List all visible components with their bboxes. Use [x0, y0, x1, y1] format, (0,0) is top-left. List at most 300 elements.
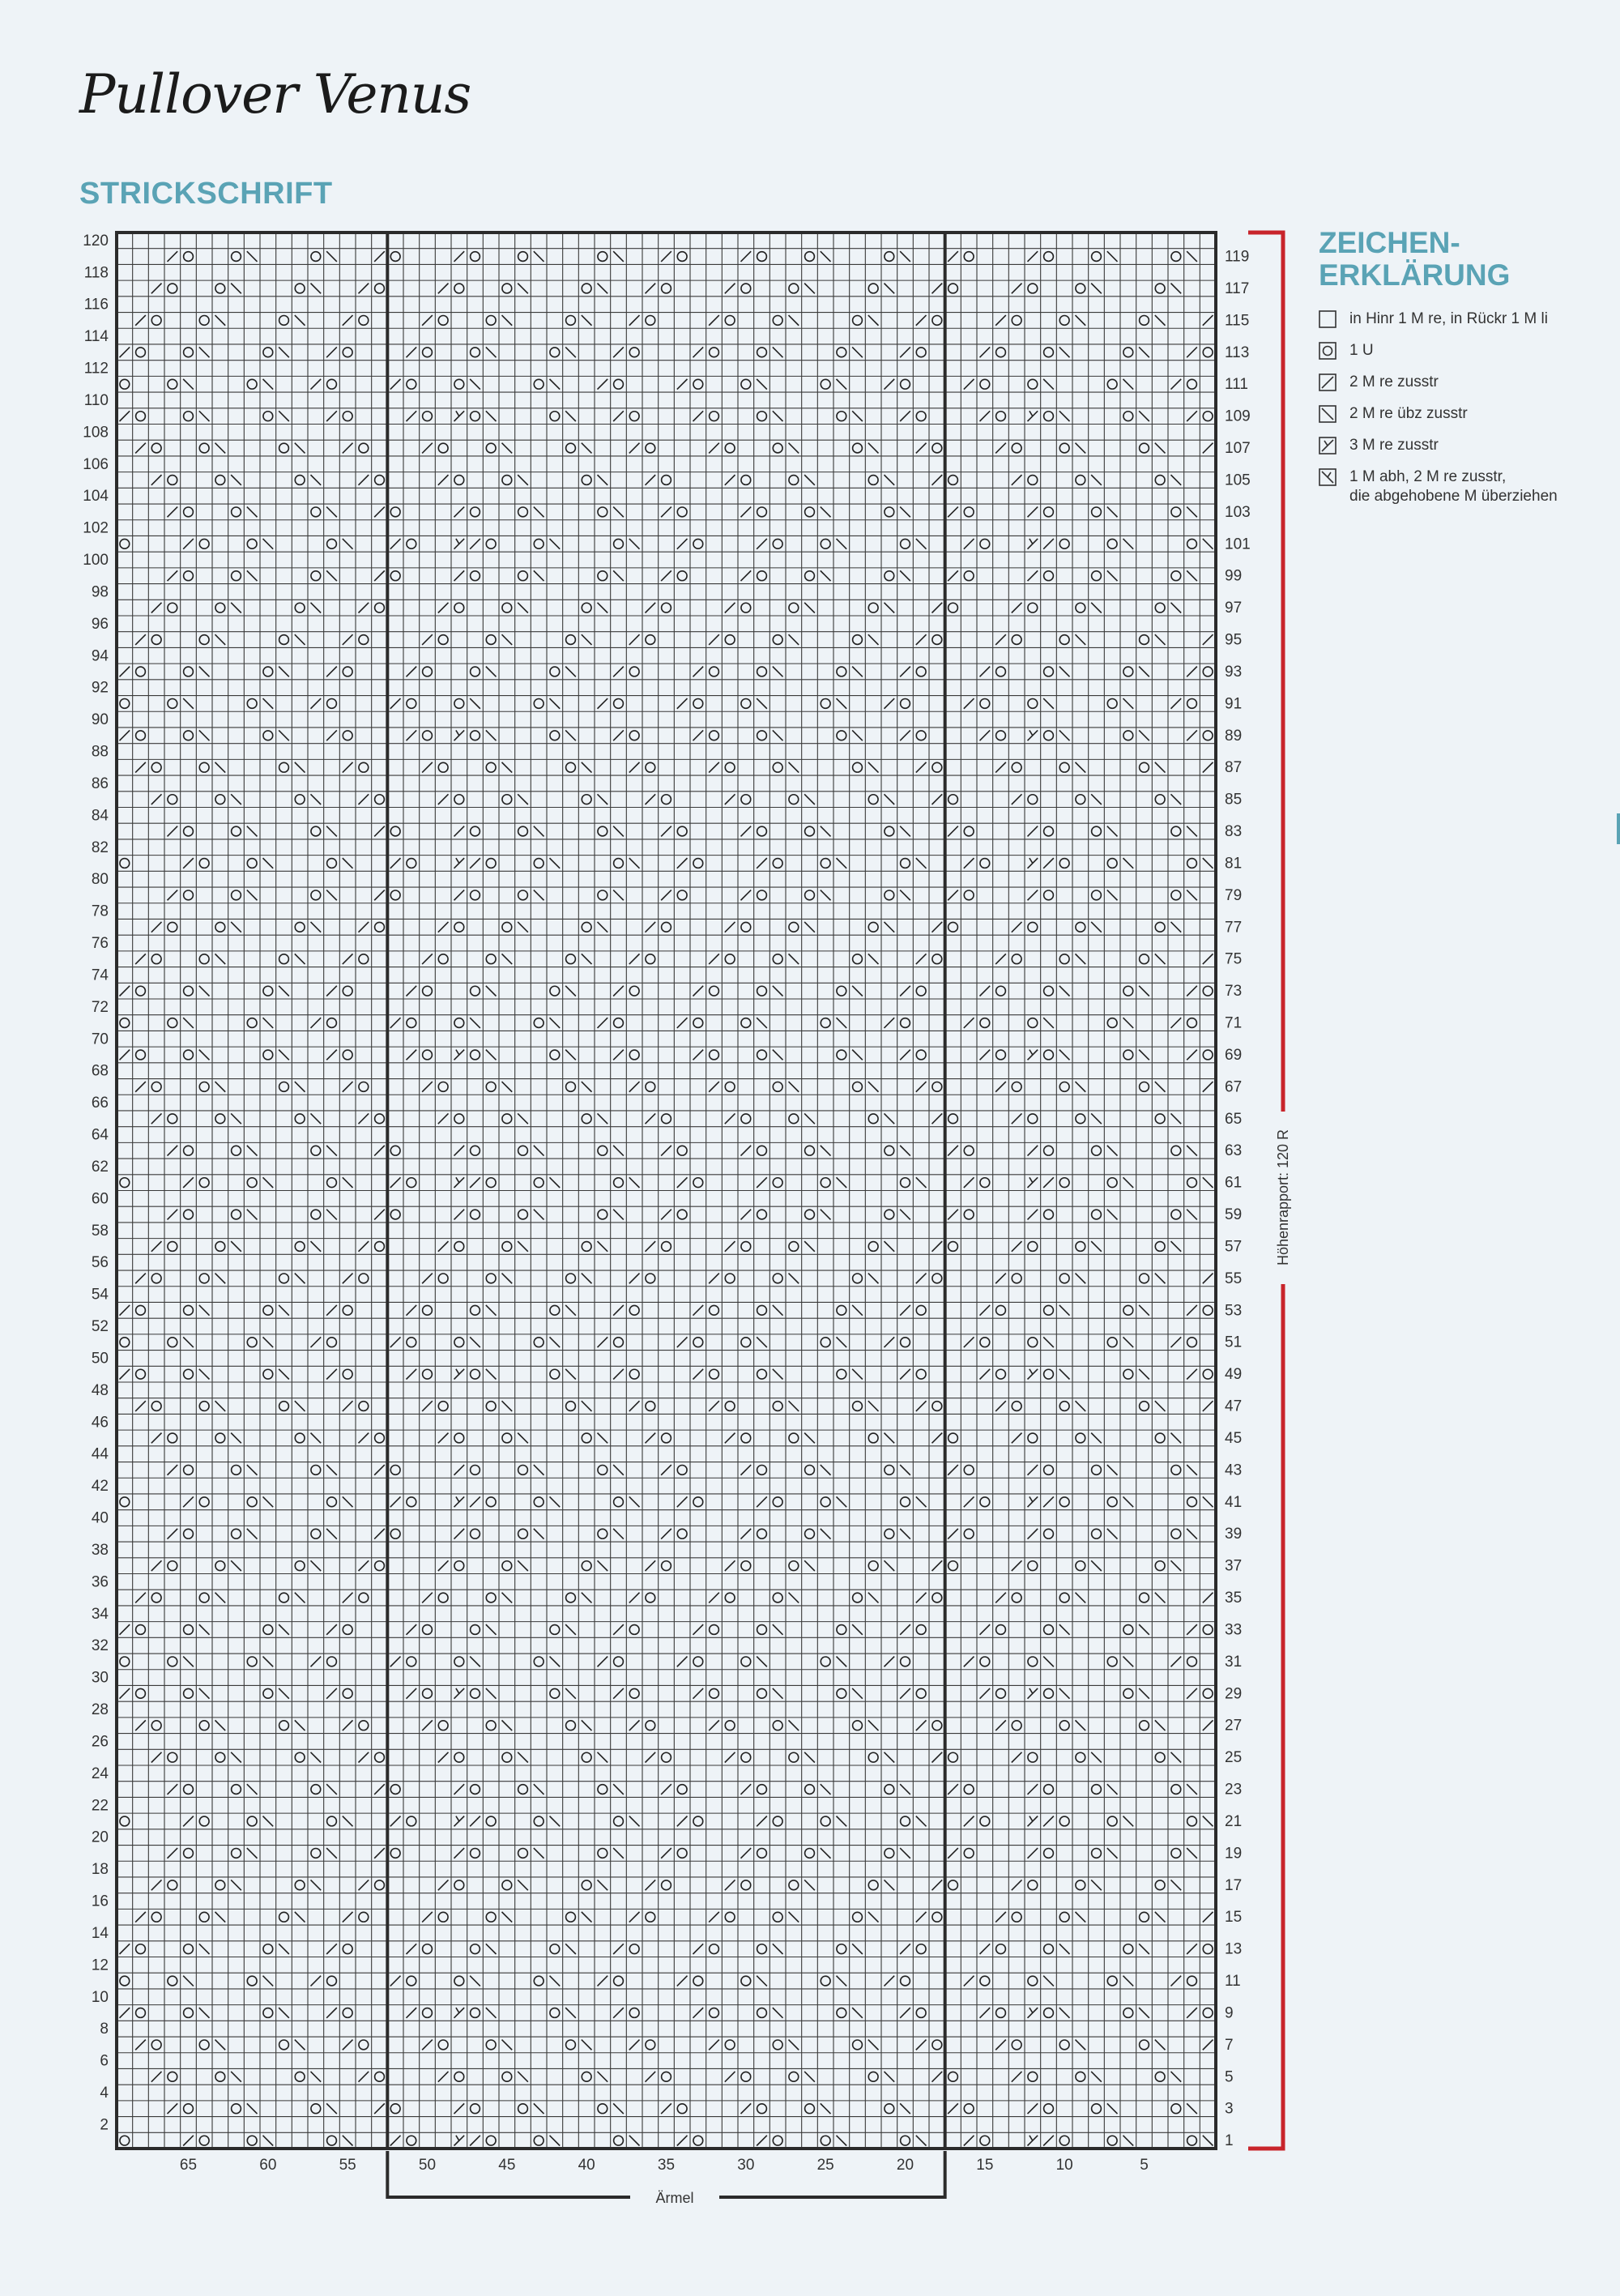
ssk-mark	[295, 1401, 305, 1411]
ssk-mark	[502, 443, 513, 454]
yarn-over-mark	[980, 1976, 990, 1986]
yarn-over-mark	[1140, 954, 1149, 964]
ssk-mark	[916, 1177, 927, 1188]
yarn-over-mark	[1059, 1912, 1069, 1922]
yarn-over-mark	[598, 2104, 608, 2114]
ssk-mark	[279, 1624, 289, 1635]
k2tog-mark	[932, 1880, 943, 1890]
ssk-mark	[773, 1050, 783, 1061]
yarn-over-mark	[614, 1976, 624, 1986]
yarn-over-mark	[184, 1785, 194, 1795]
yarn-over-mark	[407, 1657, 416, 1667]
yarn-over-mark	[725, 443, 735, 453]
yarn-over-mark	[805, 571, 815, 581]
yarn-over-mark	[1203, 1369, 1213, 1379]
yarn-over-mark	[582, 476, 591, 485]
yarn-over-mark	[438, 1402, 448, 1411]
k2tog-mark	[438, 1241, 449, 1252]
ssk-mark	[263, 858, 274, 868]
yarn-over-mark	[184, 1305, 194, 1315]
ssk-mark	[565, 1944, 576, 1954]
k2tog-mark	[932, 603, 943, 613]
yarn-over-mark	[566, 1593, 576, 1603]
ssk-mark	[247, 1146, 258, 1156]
ssk-mark	[470, 379, 480, 390]
yarn-over-mark	[327, 1018, 337, 1028]
k2tog-mark	[343, 762, 353, 773]
ssk-mark	[311, 1560, 322, 1571]
yarn-over-mark	[295, 1880, 305, 1890]
yarn-over-mark	[486, 1082, 496, 1091]
ssk-mark	[534, 2103, 544, 2114]
k2tog-mark	[980, 1944, 991, 1954]
k2tog-mark	[598, 1337, 608, 1347]
ssk-mark	[1139, 1369, 1149, 1380]
ssk-mark	[789, 2040, 799, 2051]
ssk-mark	[534, 570, 544, 581]
k2tog-mark	[359, 1752, 369, 1763]
yarn-over-mark	[741, 1433, 751, 1443]
k2tog-mark	[725, 1880, 735, 1890]
row-label: 1	[1225, 2132, 1234, 2150]
ssk-mark	[1091, 284, 1102, 294]
ssk-mark	[1059, 667, 1070, 677]
ssk-mark	[837, 1018, 847, 1028]
yarn-over-mark	[996, 1688, 1006, 1698]
yarn-over-mark	[1092, 1465, 1102, 1474]
ssk-mark	[885, 2072, 895, 2082]
yarn-over-mark	[327, 2136, 337, 2145]
ssk-mark	[773, 2008, 783, 2018]
yarn-over-mark	[646, 443, 655, 453]
yarn-over-mark	[184, 1688, 194, 1698]
ssk-mark	[1187, 251, 1197, 262]
yarn-over-mark	[757, 507, 767, 517]
k2tog-mark	[151, 794, 162, 804]
yarn-over-mark	[757, 571, 767, 581]
yarn-over-mark	[1044, 1210, 1054, 1219]
yarn-over-mark	[821, 1976, 830, 1986]
k2tog-mark	[932, 922, 943, 932]
ssk-mark	[1171, 1880, 1182, 1890]
yarn-over-mark	[885, 1465, 894, 1474]
k2tog-mark	[677, 1337, 688, 1347]
yarn-over-mark	[949, 1561, 958, 1571]
k2tog-mark	[1171, 1976, 1182, 1987]
ssk-mark	[789, 1274, 799, 1284]
yarn-over-mark	[949, 284, 958, 293]
yarn-over-mark	[1092, 507, 1102, 517]
yarn-over-icon	[1319, 342, 1336, 360]
yarn-over-mark	[773, 1912, 782, 1922]
yarn-over-mark	[916, 986, 926, 996]
yarn-over-mark	[1059, 1178, 1069, 1188]
yarn-over-mark	[295, 1114, 305, 1124]
ssk-mark	[1203, 539, 1213, 549]
k2tog-mark	[995, 1274, 1006, 1284]
yarn-over-mark	[773, 1497, 782, 1507]
yarn-over-mark	[184, 1146, 194, 1155]
ssk-mark	[183, 698, 194, 709]
yarn-over-mark	[120, 1657, 130, 1667]
yarn-over-mark	[1187, 1018, 1197, 1028]
ssk-mark	[868, 954, 879, 964]
yarn-over-mark	[693, 1976, 703, 1986]
k2tog-mark	[709, 443, 719, 454]
k2tog-mark	[438, 794, 449, 804]
yarn-over-mark	[916, 2008, 926, 2018]
yarn-over-mark	[502, 1752, 512, 1762]
k2tog-mark	[964, 1976, 974, 1987]
ssk-mark	[1171, 284, 1182, 294]
k3tog-mark-stem	[1030, 1496, 1033, 1501]
yarn-over-mark	[868, 2072, 878, 2081]
ssk-mark	[837, 1976, 847, 1987]
yarn-over-mark	[471, 1848, 480, 1858]
yarn-over-mark	[646, 315, 655, 325]
k2tog-mark	[757, 1177, 767, 1188]
yarn-over-mark	[693, 1657, 703, 1667]
k2tog-mark	[661, 507, 671, 518]
k2tog-mark	[1187, 1688, 1197, 1699]
k2tog-mark	[964, 2136, 974, 2146]
yarn-over-mark	[375, 1880, 385, 1890]
k2tog-mark	[677, 698, 688, 709]
yarn-over-mark	[471, 252, 480, 262]
k3tog-mark-stem	[1030, 1369, 1033, 1374]
ssk-mark	[279, 1944, 289, 1954]
ssk-mark	[565, 1624, 576, 1635]
yarn-over-mark	[486, 443, 496, 453]
k2tog-mark	[343, 634, 353, 645]
yarn-over-mark	[757, 890, 767, 900]
k2tog-mark	[168, 1146, 178, 1156]
yarn-over-mark	[693, 1338, 703, 1347]
ssk-mark	[231, 922, 241, 932]
k2tog-mark	[885, 1657, 895, 1667]
yarn-over-mark	[582, 1433, 591, 1443]
ssk-mark	[1155, 2040, 1166, 2051]
k2tog-mark	[598, 379, 608, 390]
yarn-over-mark	[662, 1880, 671, 1890]
yarn-over-mark	[168, 476, 177, 485]
yarn-over-mark	[1171, 890, 1181, 900]
k2tog-mark	[885, 1337, 895, 1347]
ssk-mark	[247, 1784, 258, 1795]
yarn-over-mark	[789, 1114, 799, 1124]
k2tog-mark	[470, 539, 480, 549]
yarn-over-mark	[232, 507, 241, 517]
yarn-over-mark	[837, 667, 846, 676]
k2tog-mark	[390, 858, 401, 868]
k2tog-mark	[438, 1560, 449, 1571]
ssk-mark	[565, 2008, 576, 2018]
row-label: 11	[1225, 1973, 1241, 1991]
row-label: 35	[1225, 1590, 1243, 1607]
k3tog-mark-stem	[1030, 1177, 1033, 1182]
k2tog-mark	[422, 634, 433, 645]
ssk-mark	[868, 1912, 879, 1923]
k2tog-mark	[677, 1976, 688, 1987]
legend-item-k2tog	[1319, 373, 1594, 392]
yarn-over-mark	[598, 1785, 608, 1795]
yarn-over-mark	[582, 1752, 591, 1762]
k2tog-mark	[135, 634, 146, 645]
yarn-over-mark	[471, 1146, 480, 1155]
k2tog-mark	[964, 1657, 974, 1667]
yarn-over-mark	[199, 1274, 209, 1283]
yarn-over-mark	[263, 667, 273, 676]
k2tog-mark	[980, 1050, 991, 1061]
yarn-over-mark	[502, 795, 512, 804]
k2tog-mark	[390, 379, 401, 390]
k2tog-mark	[995, 1720, 1006, 1731]
ssk-mark	[534, 1529, 544, 1539]
ssk-mark	[199, 2008, 210, 2018]
yarn-over-mark	[677, 890, 687, 900]
k2tog-mark	[311, 698, 322, 709]
yarn-over-mark	[359, 1274, 369, 1283]
ssk-mark	[550, 1816, 561, 1827]
row-label: 33	[1225, 1621, 1243, 1639]
ssk-mark	[565, 347, 576, 357]
ssk-mark	[852, 1688, 863, 1699]
yarn-over-mark	[980, 859, 990, 868]
yarn-over-mark	[375, 284, 385, 293]
ssk-mark	[326, 1210, 337, 1220]
k2tog-mark	[326, 1688, 337, 1699]
row-label: 58	[91, 1222, 109, 1240]
yarn-over-mark	[789, 1433, 799, 1443]
k3tog-mark-stem	[1030, 2136, 1033, 2140]
yarn-over-mark	[486, 2136, 496, 2145]
yarn-over-mark	[534, 859, 544, 868]
ssk-mark	[789, 634, 799, 645]
k2tog-mark	[343, 1401, 353, 1411]
yarn-over-mark	[821, 698, 830, 708]
ssk-mark	[821, 1529, 831, 1539]
ssk-mark	[757, 1976, 767, 1987]
ssk-mark	[534, 1465, 544, 1475]
k2tog-mark	[120, 986, 130, 996]
yarn-over-mark	[1012, 635, 1021, 645]
yarn-over-mark	[311, 1210, 321, 1219]
yarn-over-mark	[471, 1305, 480, 1315]
yarn-over-mark	[1012, 315, 1021, 325]
yarn-over-mark	[1059, 1082, 1069, 1091]
height-repeat-bracket	[1248, 233, 1291, 2149]
yarn-over-mark	[677, 1785, 687, 1795]
row-label: 34	[91, 1605, 109, 1623]
k2tog-mark	[629, 1082, 640, 1092]
stitch-label: 35	[657, 2157, 676, 2174]
left-row-labels	[83, 233, 109, 2134]
ssk-mark	[231, 284, 241, 294]
k2tog-mark	[1203, 634, 1213, 645]
ssk-mark	[1187, 1784, 1197, 1795]
yarn-over-mark	[518, 1465, 528, 1474]
ssk-mark	[1059, 1050, 1070, 1061]
page-edge-marker	[1617, 813, 1620, 844]
yarn-over-mark	[136, 1050, 146, 1060]
yarn-over-mark	[614, 1497, 624, 1507]
ssk-mark	[231, 1433, 241, 1444]
k2tog-mark	[964, 379, 974, 390]
ssk-mark	[247, 2103, 258, 2114]
stitch-label: 20	[896, 2157, 914, 2174]
ssk-mark	[598, 1113, 608, 1124]
yarn-over-mark	[916, 1688, 926, 1698]
yarn-over-mark	[1044, 2008, 1054, 2018]
k3tog-mark-stem	[1030, 1816, 1033, 1821]
ssk-mark	[821, 570, 831, 581]
ssk-mark	[1187, 1146, 1197, 1156]
row-label: 83	[1225, 823, 1243, 841]
yarn-over-mark	[1028, 1657, 1038, 1667]
ssk-mark	[757, 379, 767, 390]
yarn-over-mark	[996, 2008, 1006, 2018]
k2tog-mark	[932, 475, 943, 485]
ssk-mark	[598, 922, 608, 932]
yarn-over-mark	[184, 826, 194, 836]
yarn-over-mark	[1123, 348, 1133, 357]
ssk-mark	[199, 667, 210, 677]
yarn-over-mark	[996, 412, 1006, 421]
yarn-over-mark	[454, 922, 464, 932]
k2tog-mark	[677, 379, 688, 390]
k2tog-mark	[1203, 315, 1213, 326]
yarn-over-mark	[438, 1912, 448, 1922]
ssk-mark	[486, 1624, 497, 1635]
yarn-over-mark	[662, 284, 671, 293]
k2tog-mark	[900, 986, 910, 996]
yarn-over-mark	[566, 1721, 576, 1731]
k2tog-mark	[948, 890, 958, 901]
k3tog-mark-stem	[1030, 411, 1033, 416]
ssk-mark	[215, 2040, 226, 2051]
row-label: 114	[83, 328, 109, 346]
ssk-mark	[582, 2040, 592, 2051]
ssk-mark	[837, 379, 847, 390]
yarn-over-mark	[311, 1146, 321, 1155]
yarn-over-mark	[423, 1050, 433, 1060]
k2tog-mark	[1043, 1496, 1054, 1507]
yarn-over-mark	[821, 1657, 830, 1667]
k2tog-mark	[390, 1976, 401, 1987]
yarn-over-mark	[311, 507, 321, 517]
k2tog-mark	[1171, 1018, 1182, 1028]
yarn-over-mark	[964, 1210, 974, 1219]
k2tog-mark	[980, 667, 991, 677]
k2tog-mark	[1012, 1433, 1022, 1444]
yarn-over-mark	[1059, 2136, 1069, 2145]
ssk-mark	[263, 698, 274, 709]
k2tog-mark	[120, 667, 130, 677]
ssk-mark	[311, 284, 322, 294]
yarn-over-mark	[184, 507, 194, 517]
ssk-mark	[821, 1465, 831, 1475]
k2tog-mark	[374, 1848, 385, 1859]
stitch-label: 10	[1055, 2157, 1073, 2174]
row-label: 57	[1225, 1238, 1243, 1256]
yarn-over-mark	[1187, 379, 1197, 389]
yarn-over-mark	[407, 1497, 416, 1507]
row-label: 59	[1225, 1206, 1243, 1224]
ssk-mark	[311, 794, 322, 804]
yarn-over-mark	[359, 762, 369, 772]
ssk-mark	[613, 2103, 624, 2114]
yarn-over-mark	[582, 284, 591, 293]
yarn-over-mark	[582, 1561, 591, 1571]
yarn-over-mark	[629, 1369, 639, 1379]
row-label: 118	[83, 264, 109, 282]
ssk-mark	[1076, 2040, 1086, 2051]
yarn-over-mark	[1171, 1210, 1181, 1219]
yarn-over-mark	[215, 1561, 225, 1571]
row-label: 78	[91, 903, 109, 920]
k2tog-mark	[757, 539, 767, 549]
yarn-over-mark	[311, 571, 321, 581]
yarn-over-mark	[964, 1465, 974, 1474]
yarn-over-mark	[247, 1497, 257, 1507]
ssk-mark	[295, 315, 305, 326]
yarn-over-mark	[184, 1848, 194, 1858]
ssk-mark	[1076, 954, 1086, 964]
k2tog-mark	[693, 411, 704, 421]
yarn-over-mark	[1012, 1593, 1021, 1603]
yarn-over-mark	[1123, 1944, 1133, 1954]
ssk-mark	[804, 475, 815, 485]
yarn-over-mark	[901, 1816, 910, 1826]
yarn-over-mark	[773, 443, 782, 453]
sk2p-icon	[1319, 468, 1336, 486]
yarn-over-mark	[151, 1912, 161, 1922]
yarn-over-mark	[662, 795, 671, 804]
k2tog-mark	[1187, 1305, 1197, 1316]
ssk-mark	[1091, 1752, 1102, 1763]
ssk-mark	[1187, 1529, 1197, 1539]
yarn-over-mark	[693, 2136, 703, 2145]
ssk-mark	[582, 1274, 592, 1284]
height-repeat-label: Höhenrapport: 120 R	[1275, 1129, 1291, 1266]
yarn-over-mark	[1171, 252, 1181, 262]
k2tog-mark	[454, 1848, 465, 1859]
yarn-over-mark	[343, 1625, 352, 1635]
ssk-mark	[804, 2072, 815, 2082]
k2tog-mark	[709, 634, 719, 645]
yarn-over-mark	[359, 1082, 369, 1091]
yarn-over-mark	[120, 1497, 130, 1507]
yarn-over-mark	[710, 731, 719, 740]
ssk-mark	[613, 570, 624, 581]
ssk-mark	[502, 954, 513, 964]
ssk-mark	[821, 826, 831, 837]
yarn-over-mark	[598, 507, 608, 517]
ssk-mark	[263, 2136, 274, 2146]
ssk-mark	[502, 1274, 513, 1284]
row-label: 119	[1225, 248, 1250, 266]
k2tog-mark	[900, 2008, 910, 2018]
k2tog-mark	[1187, 1624, 1197, 1635]
ssk-mark	[518, 1433, 528, 1444]
ssk-mark	[263, 1657, 274, 1667]
yarn-over-mark	[1123, 1305, 1133, 1315]
yarn-over-mark	[263, 1050, 273, 1060]
row-label: 20	[91, 1829, 109, 1846]
yarn-over-mark	[502, 1880, 512, 1890]
legend-title: ZEICHEN- ERKLÄRUNG	[1319, 226, 1511, 292]
yarn-over-mark	[279, 1721, 289, 1731]
